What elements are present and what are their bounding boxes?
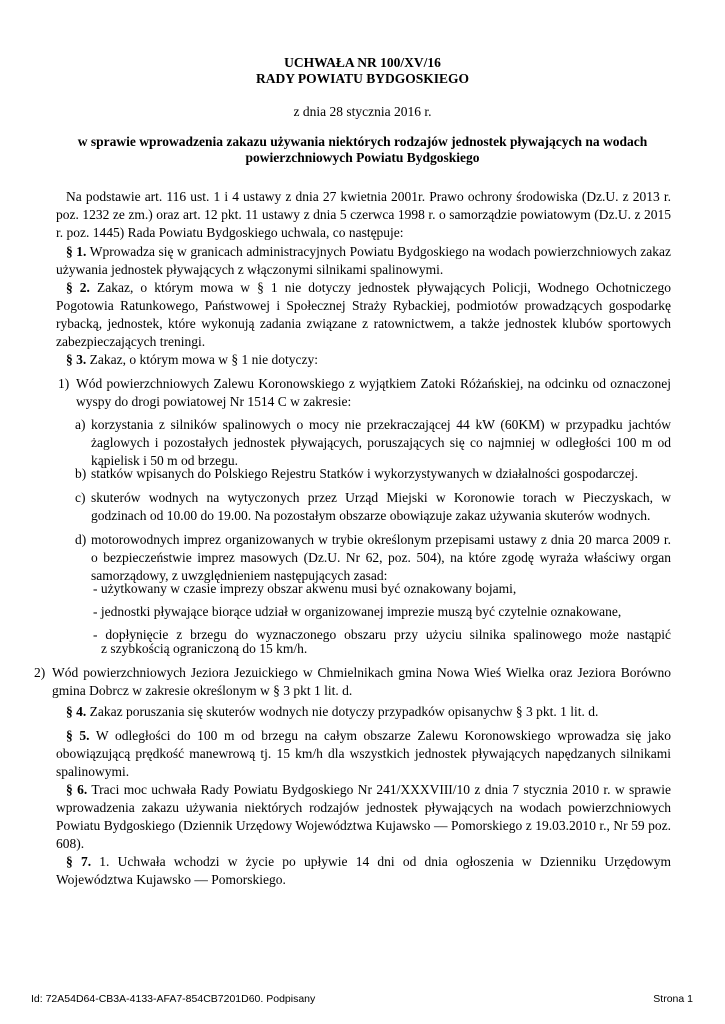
section-3-text: Zakaz, o którym mowa w § 1 nie dotyczy: <box>86 352 318 367</box>
sub-item-d-rule-3-continued: z szybkością ograniczoną do 15 km/h. <box>101 641 308 656</box>
section-1-text: Wprowadza się w granicach administracyjnych Powiatu Bydgoskiego na wodach powierzchniowych zakaz używania jednostek pływających z włączonymi silnikami spalinowymi. <box>56 244 671 277</box>
section-4-label: § 4. <box>66 704 87 719</box>
section-2 <box>56 279 671 351</box>
list-item-2: Wód powierzchniowych Jeziora Jezuickiego w Chmielnikach gmina Nowa Wieś Wielka oraz Jeziora Borówno gmina Dobrcz w zakresie określonym w § 3 pkt 1 lit. d. <box>52 665 671 698</box>
section-2-text: Zakaz, o którym mowa w § 1 nie dotyczy jednostek pływających Policji, Wodnego Ochotniczego Pogotowia Ratunkowego, Państwowej i Społecznej Straży Rybackiej, podmiotów prowadzących gospodarkę rybacką, jednostek, które wykonują zadania związane z ratownictwem, a także jednostek klubów sportowych zabezpieczających treningi. <box>56 280 672 349</box>
section-3 <box>56 351 671 369</box>
sub-item-d-label: d) <box>75 532 87 547</box>
list-item-1: Wód powierzchniowych Zalewu Koronowskiego z wyjątkiem Zatoki Różańskiej, na odcinku od oznaczonej wyspy do drogi powiatowej Nr 1514 C w zakresie: <box>76 376 671 409</box>
document-subject-line1: w sprawie wprowadzenia zakazu używania niektórych rodzajów jednostek pływających na wodach <box>77 134 648 149</box>
document-subject-line2: powierzchniowych Powiatu Bydgoskiego <box>245 150 480 165</box>
section-2-label: § 2. <box>66 280 90 295</box>
section-6 <box>56 781 671 853</box>
list-item-1-number: 1) <box>58 376 70 391</box>
document-id: Id: 72A54D64-CB3A-4133-AFA7-854CB7201D60. Podpisany <box>31 993 316 1005</box>
section-7-label: § 7. <box>66 854 92 869</box>
section-5-text: W odległości do 100 m od brzegu na całym obszarze Zalewu Koronowskiego wprowadza się jako obowiązującą prędkość manewrową tj. 15 km/h dla wszystkich jednostek pływających napędzanych silnikami spalinowymi. <box>56 728 672 779</box>
document-date: z dnia 28 stycznia 2016 r. <box>293 104 432 119</box>
section-4-text: Zakaz poruszania się skuterów wodnych nie dotyczy przypadków opisanychw § 3 pkt. 1 lit. d. <box>86 704 599 719</box>
section-6-label: § 6. <box>66 782 88 797</box>
section-5-label: § 5. <box>66 728 90 743</box>
document-title: UCHWAŁA NR 100/XV/16 <box>284 55 441 70</box>
preamble: Na podstawie art. 116 ust. 1 i 4 ustawy z dnia 27 kwietnia 2001r. Prawo ochrony środowiska (Dz.U. z 2013 r. poz. 1232 ze zm.) oraz art. 12 pkt. 11 ustawy z dnia 5 czerwca 1998 r. o samorządzie powiatowym (Dz.U. z 2015 r. poz. 1445) Rada Powiatu Bydgoskiego uchwala, co następuje: <box>56 189 671 240</box>
section-5 <box>56 727 671 781</box>
section-7-text: 1. Uchwała wchodzi w życie po upływie 14 dni od dnia ogłoszenia w Dzienniku Urzędowym Województwa Kujawsko — Pomorskiego. <box>56 854 671 887</box>
sub-item-d-rule-3: - dopłynięcie z brzegu do wyznaczonego obszaru przy użyciu silnika spalinowego może nastąpić <box>93 627 671 642</box>
section-4 <box>56 703 671 721</box>
sub-item-c: skuterów wodnych na wytyczonych przez Urząd Miejski w Koronowie torach w Pieczyskach, w godzinach od 10.00 do 19.00. Na pozostałym obszarze obowiązuje zakaz używania skuterów wodnych. <box>91 490 671 523</box>
section-6-text: Traci moc uchwała Rady Powiatu Bydgoskiego Nr 241/XXXVIII/10 z dnia 7 stycznia 2010 r. w sprawie wprowadzenia zakazu używania niektórych rodzajów jednostek pływających na wodach powierzchniowych Powiatu Bydgoskiego (Dziennik Urzędowy Województwa Kujawsko — Pomorskiego z 19.03.2010 r., Nr 59 poz. 608). <box>56 782 671 851</box>
sub-item-b: statków wpisanych do Polskiego Rejestru Statków i wykorzystywanych w działalności gospodarczej. <box>91 466 639 481</box>
page-number: Strona 1 <box>653 993 693 1005</box>
sub-item-a-label: a) <box>75 417 86 432</box>
section-1 <box>56 243 671 279</box>
list-item-2-number: 2) <box>34 665 46 680</box>
sub-item-d: motorowodnych imprez organizowanych w trybie określonym przepisami ustawy z dnia 20 marca 2009 r. o bezpieczeństwie imprez masowych (Dz.U. Nr 62, poz. 504), na które zgodę wyraża właściwy organ samorządowy, z uwzględnieniem następujących zasad: <box>91 532 671 583</box>
sub-item-c-label: c) <box>75 490 86 505</box>
sub-item-b-label: b) <box>75 466 87 481</box>
issuing-body: RADY POWIATU BYDGOSKIEGO <box>255 71 470 86</box>
sub-item-a: korzystania z silników spalinowych o mocy nie przekraczającej 44 kW (60KM) w przypadku jachtów żaglowych i pozostałych jednostek pływających, poruszających się co najmniej w odległości 100 m od kąpielisk i 50 m od brzegu. <box>91 417 671 468</box>
section-3-label: § 3. <box>66 352 87 367</box>
section-1-label: § 1. <box>66 244 87 259</box>
section-7 <box>56 853 671 889</box>
sub-item-d-rule-1: - użytkowany w czasie imprezy obszar akwenu musi być oznakowany bojami, <box>93 581 517 596</box>
sub-item-d-rule-2: - jednostki pływające biorące udział w organizowanej imprezie muszą być czytelnie oznakowane, <box>93 604 622 619</box>
